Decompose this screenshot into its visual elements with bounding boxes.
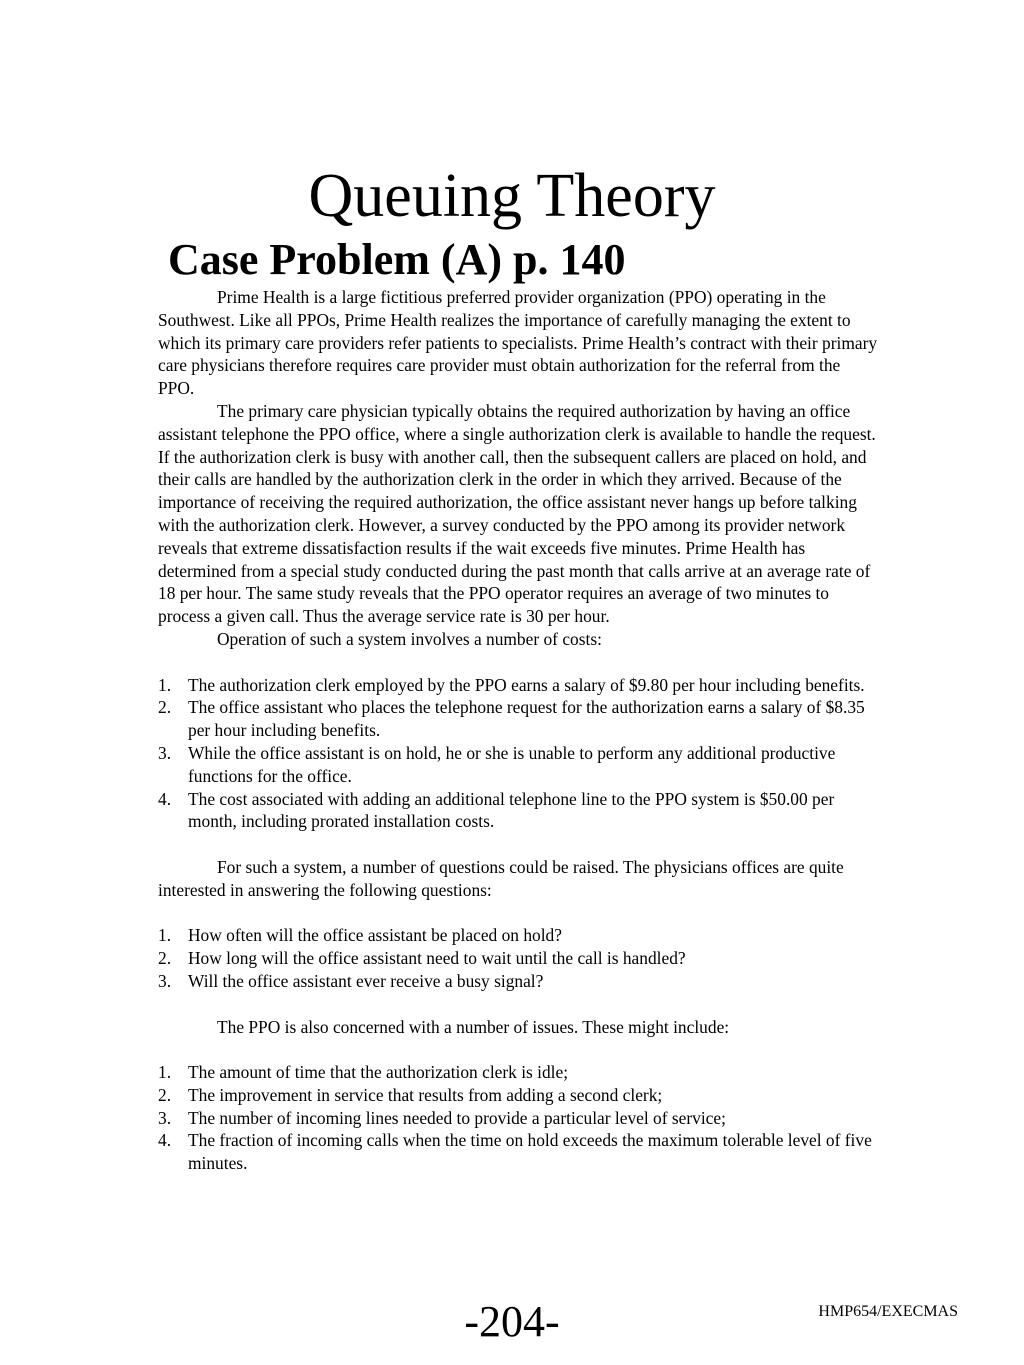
process-paragraph: The primary care physician typically obtains the required authorization by having an office assistant telephone the PPO office, where a single authorization clerk is available to handle the request. If the authorization clerk is busy with another call, then the subsequent callers are placed on hold, and their calls are handled by the authorization clerk in the order in which they arrived. Because of the importance of receiving the required authorization, the office assistant never hangs up before talking with the authorization clerk. However, a survey conducted by the PPO among its provider network reveals that extreme dissatisfaction results if the wait exceeds five minutes. Prime Health has determined from a special study conducted during the past month that calls arrive at an average rate of 18 per hour. The same study reveals that the PPO operator requires an average of two minutes to process a given call. Thus the average service rate is 30 per hour. [158, 400, 876, 627]
list-number: 3. [158, 1107, 172, 1128]
list-item-text: Will the office assistant ever receive a busy signal? [188, 970, 544, 991]
list-item [158, 1107, 878, 1130]
list-number: 3. [158, 970, 172, 991]
costs-list [158, 674, 878, 834]
list-item [158, 970, 878, 993]
list-item [158, 1084, 878, 1107]
list-item [158, 788, 878, 834]
issues-list [158, 1061, 878, 1175]
list-number: 2. [158, 948, 172, 969]
page-number: -204- [464, 1297, 560, 1346]
questions-list [158, 924, 878, 992]
list-item [158, 1061, 878, 1084]
intro-paragraph: Prime Health is a large fictitious preferred provider organization (PPO) operating in the Southwest. Like all PPOs, Prime Health realizes the importance of carefully managing the extent to which its primary care providers refer patients to specialists. Prime Health’s contract with their primary care physicians therefore requires care provider must obtain authorization for the referral from the PPO. [158, 287, 878, 399]
list-item [158, 1129, 878, 1175]
list-item [158, 742, 878, 788]
list-item-text: The cost associated with adding an additional telephone line to the PPO system is $50.00 per month, including prorated installation costs. [188, 788, 835, 832]
page-title: Queuing Theory [308, 162, 716, 230]
issues-intro-paragraph: The PPO is also concerned with a number of issues. These might include: [217, 1016, 730, 1037]
list-item [158, 924, 878, 947]
document-body [158, 286, 878, 1175]
list-item-text: The amount of time that the authorization clerk is idle; [188, 1062, 569, 1083]
list-item-text: While the office assistant is on hold, he or she is unable to perform any additional productive functions for the office. [188, 742, 836, 786]
list-item [158, 696, 878, 742]
case-problem-heading: Case Problem (A) p. 140 [168, 235, 626, 284]
list-number: 2. [158, 1084, 172, 1105]
list-item [158, 674, 878, 697]
questions-intro-paragraph: For such a system, a number of questions could be raised. The physicians offices are quite interested in answering the following questions: [158, 856, 844, 900]
costs-intro-paragraph: Operation of such a system involves a number of costs: [217, 628, 602, 649]
list-number: 4. [158, 788, 172, 809]
list-item [158, 947, 878, 970]
list-number: 4. [158, 1130, 172, 1151]
list-item-text: The fraction of incoming calls when the time on hold exceeds the maximum tolerable level of five minutes. [188, 1130, 872, 1174]
list-number: 1. [158, 925, 172, 946]
list-number: 2. [158, 697, 172, 718]
list-item-text: The office assistant who places the telephone request for the authorization earns a salary of $8.35 per hour including benefits. [188, 697, 865, 741]
list-item-text: The authorization clerk employed by the PPO earns a salary of $9.80 per hour including benefits. [188, 674, 865, 695]
list-number: 1. [158, 1062, 172, 1083]
list-item-text: How often will the office assistant be placed on hold? [188, 925, 562, 946]
list-item-text: How long will the office assistant need to wait until the call is handled? [188, 948, 686, 969]
list-number: 1. [158, 674, 172, 695]
list-item-text: The number of incoming lines needed to provide a particular level of service; [188, 1107, 726, 1128]
list-item-text: The improvement in service that results from adding a second clerk; [188, 1084, 663, 1105]
course-code: HMP654/EXECMAS [818, 1303, 958, 1320]
list-number: 3. [158, 742, 172, 763]
